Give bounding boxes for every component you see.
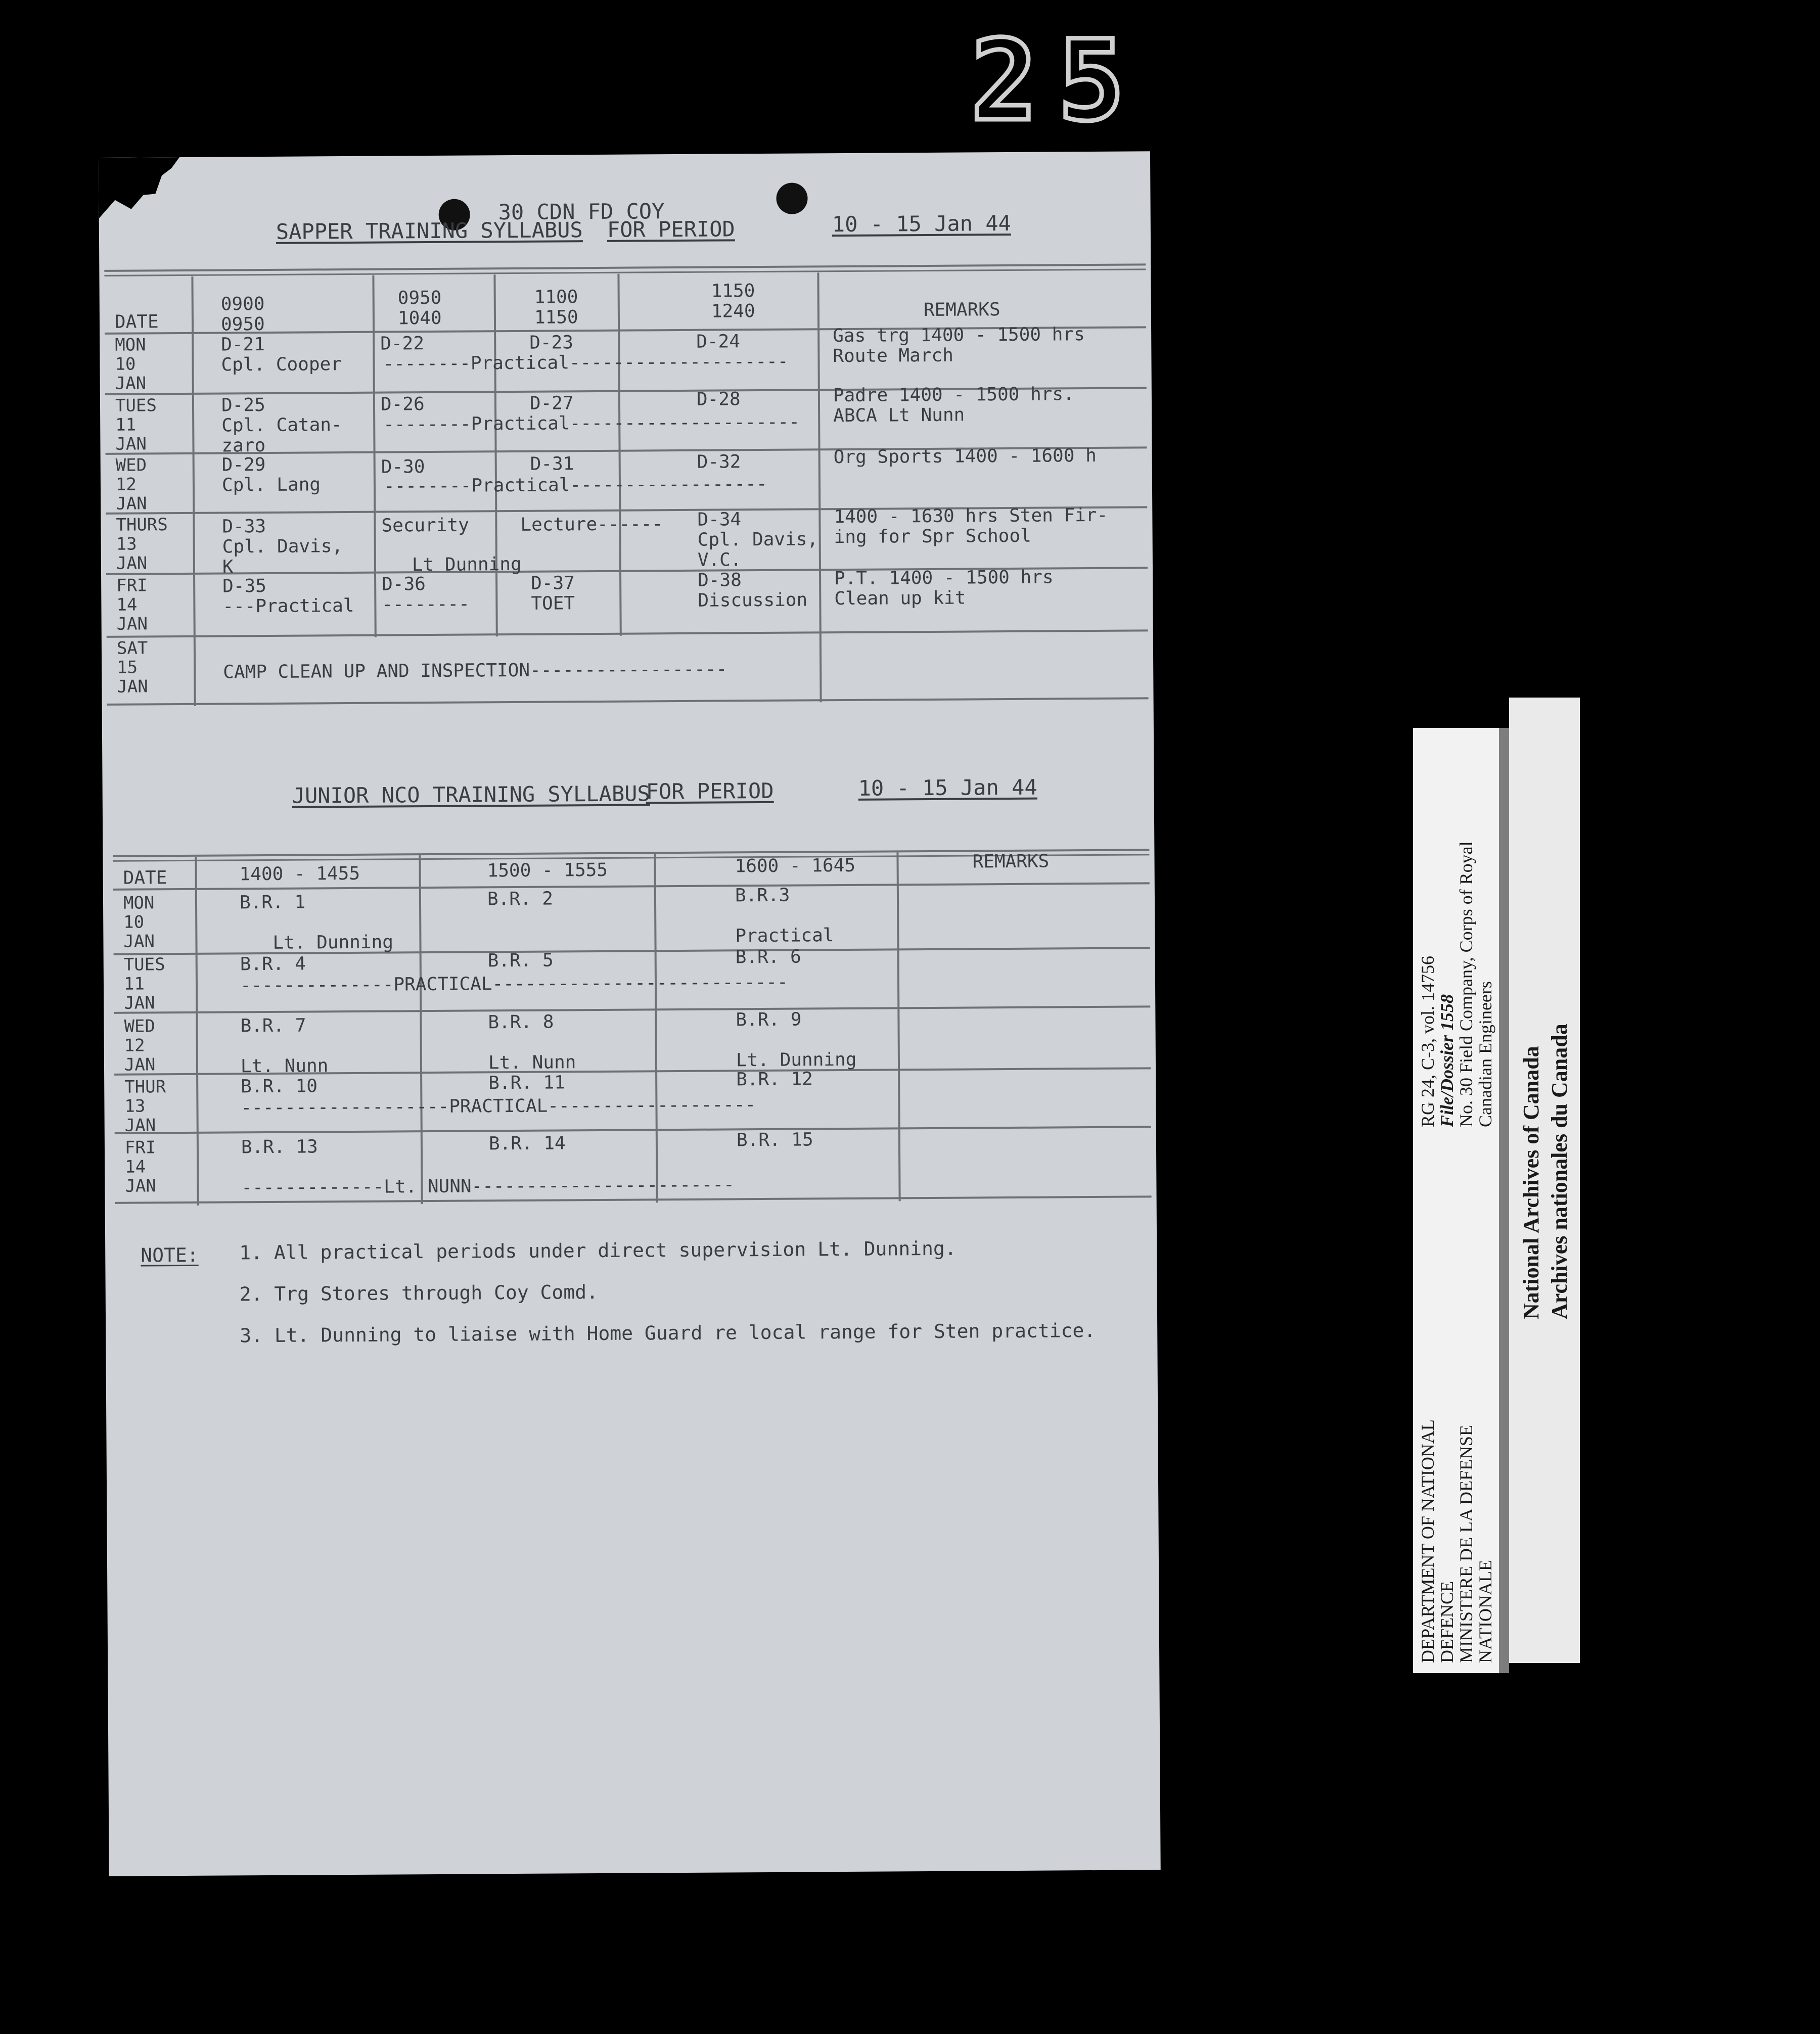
nco-period: 10 - 15 Jan 44 [858, 774, 1037, 801]
row-c3: B.R.3 Practical [735, 885, 834, 947]
nco-header-c2: 1500 - 1555 [487, 859, 608, 882]
sapper-header-c4: 1150 1240 [711, 281, 755, 322]
torn-corner [99, 157, 180, 218]
sapper-header-remarks: REMARKS [923, 299, 1000, 321]
row-remarks: 1400 - 1630 hrs Sten Fir- ing for Spr School [834, 504, 1108, 548]
label-ref-4: Canadian Engineers [1475, 981, 1495, 1127]
row-date: TUES 11 JAN [115, 395, 157, 454]
row-c1: D-21 Cpl. Cooper [221, 334, 342, 376]
row-c3: D-31 [530, 453, 574, 475]
sapper-header-c3: 1100 1150 [534, 287, 578, 328]
row-date: THUR 13 JAN [124, 1077, 166, 1136]
row-date: SAT 15 JAN [116, 638, 148, 697]
archive-reference-label [1413, 728, 1509, 1673]
note-3: 3. Lt. Dunning to liaise with Home Guard re local range for Sten practice. [240, 1319, 1096, 1347]
nco-vrule-3 [896, 852, 900, 1201]
row-remarks: Padre 1400 - 1500 hrs. ABCA Lt Nunn [833, 384, 1074, 427]
row-remarks: P.T. 1400 - 1500 hrs Clean up kit [834, 567, 1054, 610]
row-c3: D-23 [529, 332, 574, 353]
sapper-period: 10 - 15 Jan 44 [832, 210, 1011, 237]
row-c3: B.R. 9 Lt. Dunning [736, 1009, 857, 1071]
row-span: --------Practical-------------------- [383, 351, 789, 375]
sapper-vrule-2 [493, 274, 497, 636]
nco-rule-2 [114, 1005, 1150, 1014]
nco-vrule-date [195, 857, 199, 1206]
row-c2: B.R. 8 Lt. Nunn [488, 1011, 576, 1074]
label-ref-2: File/Dossier 1558 [1437, 994, 1457, 1127]
row-span: CAMP CLEAN UP AND INSPECTION------------------ [223, 659, 727, 683]
sapper-vrule-date [191, 276, 196, 706]
nco-vrule-2 [654, 854, 658, 1203]
sapper-vrule-1 [372, 275, 376, 637]
row-date: MON 10 JAN [123, 893, 155, 952]
row-c1: D-33 Cpl. Davis, K [222, 516, 343, 578]
row-c2: B.R. 11 [488, 1072, 566, 1094]
sapper-header-date: DATE [114, 311, 159, 333]
row-c1: B.R. 1 Lt. Dunning [239, 892, 394, 954]
row-span: -------------Lt. NUNN------------------------ [241, 1174, 735, 1198]
row-c1: B.R. 7 Lt. Nunn [240, 1015, 329, 1077]
row-span: -------------------PRACTICAL------------------- [241, 1094, 756, 1119]
row-c4: D-28 [696, 389, 741, 410]
label-ref-3: No. 30 Field Company, Corps of Royal [1456, 841, 1476, 1127]
nco-header-c1: 1400 - 1455 [239, 863, 360, 885]
sapper-rule-bottom [107, 697, 1149, 706]
row-c1: B.R. 10 [241, 1076, 318, 1097]
row-c4: D-34 Cpl. Davis, V.C. [697, 509, 818, 571]
nco-title: JUNIOR NCO TRAINING SYLLABUS [292, 781, 650, 808]
nco-rule-4 [115, 1126, 1151, 1134]
brand-line-1: National Archives of Canada [1519, 1046, 1543, 1319]
archive-brand-label [1509, 698, 1580, 1663]
nco-vrule-1 [419, 855, 423, 1204]
row-c3: D-27 [529, 393, 574, 414]
nco-header-remarks: REMARKS [972, 851, 1050, 872]
frame-number: 25 [971, 16, 1145, 146]
row-c2: D-22 [380, 333, 425, 354]
row-c4: D-32 [697, 451, 741, 473]
row-remarks: Gas trg 1400 - 1500 hrs Route March [833, 324, 1085, 367]
row-c1: D-35 ---Practical [222, 575, 354, 617]
row-date: MON 10 JAN [115, 335, 147, 394]
row-c2: B.R. 2 [487, 888, 554, 910]
row-date: FRI 14 JAN [124, 1137, 156, 1196]
row-c2: D-26 [380, 394, 425, 415]
row-c3: B.R. 6 [735, 946, 801, 968]
sapper-header-c1: 0900 0950 [220, 293, 265, 335]
row-c3: D-37 TOET [531, 573, 575, 614]
row-c1: D-29 Cpl. Lang [221, 454, 321, 496]
label-dept-3: MINISTERE DE LA DEFENSE [1456, 1425, 1476, 1663]
nco-header-c3: 1600 - 1645 [735, 855, 856, 877]
row-c1: B.R. 13 [241, 1136, 318, 1158]
label-dept-4: NATIONALE [1475, 1560, 1495, 1663]
row-c4: D-24 [696, 331, 741, 352]
row-span: --------Practical------------------ [383, 473, 767, 497]
row-c3: B.R. 12 [736, 1069, 813, 1090]
row-c2: B.R. 5 [487, 950, 554, 972]
row-remarks: Org Sports 1400 - 1600 h [833, 445, 1097, 468]
notes-label: NOTE: [141, 1243, 199, 1267]
row-c1: D-25 Cpl. Catan- zaro [221, 394, 342, 456]
note-1: 1. All practical periods under direct supervision Lt. Dunning. [239, 1237, 957, 1264]
row-date: FRI 14 JAN [116, 575, 148, 634]
punch-hole-right [776, 182, 807, 214]
row-c2: B.R. 14 [488, 1133, 566, 1154]
label-ref-1: RG 24, C-3, vol. 14756 [1418, 955, 1438, 1127]
sapper-header-c2: 0950 1040 [397, 287, 442, 329]
label-dept-2: DEFENCE [1437, 1581, 1457, 1663]
sapper-vrule-3 [617, 274, 621, 636]
row-span: --------Practical--------------------- [383, 411, 800, 435]
row-c2: Security [381, 515, 469, 536]
document-page [99, 151, 1161, 1876]
note-2: 2. Trg Stores through Coy Comd. [239, 1281, 599, 1306]
row-c4: D-38 Discussion [698, 570, 808, 611]
row-date: WED 12 JAN [115, 455, 147, 514]
sapper-rule-5 [107, 629, 1148, 638]
row-c3: B.R. 15 [736, 1129, 813, 1151]
nco-period-label: FOR PERIOD [646, 778, 774, 804]
sapper-title: SAPPER TRAINING SYLLABUS [276, 217, 583, 244]
sapper-vrule-4 [817, 272, 822, 702]
row-c2: D-36 -------- [382, 574, 470, 615]
nco-header-date: DATE [123, 867, 167, 889]
row-date: WED 12 JAN [124, 1016, 156, 1075]
row-c3: Lecture------ [520, 514, 663, 535]
row-date: TUES 11 JAN [123, 954, 165, 1013]
row-span: --------------PRACTICAL--------------------------- [240, 972, 788, 996]
unit-heading: 30 CDN FD COY [498, 199, 665, 225]
label-divider [1499, 728, 1509, 1673]
row-span: Lt Dunning [412, 553, 522, 576]
row-date: THURS 13 JAN [116, 515, 168, 574]
sapper-period-label: FOR PERIOD [607, 216, 735, 242]
label-dept-1: DEPARTMENT OF NATIONAL [1418, 1419, 1438, 1663]
brand-line-2: Archives nationales du Canada [1547, 1024, 1572, 1319]
row-c2: D-30 [381, 456, 425, 478]
row-c1: B.R. 4 [240, 953, 306, 975]
